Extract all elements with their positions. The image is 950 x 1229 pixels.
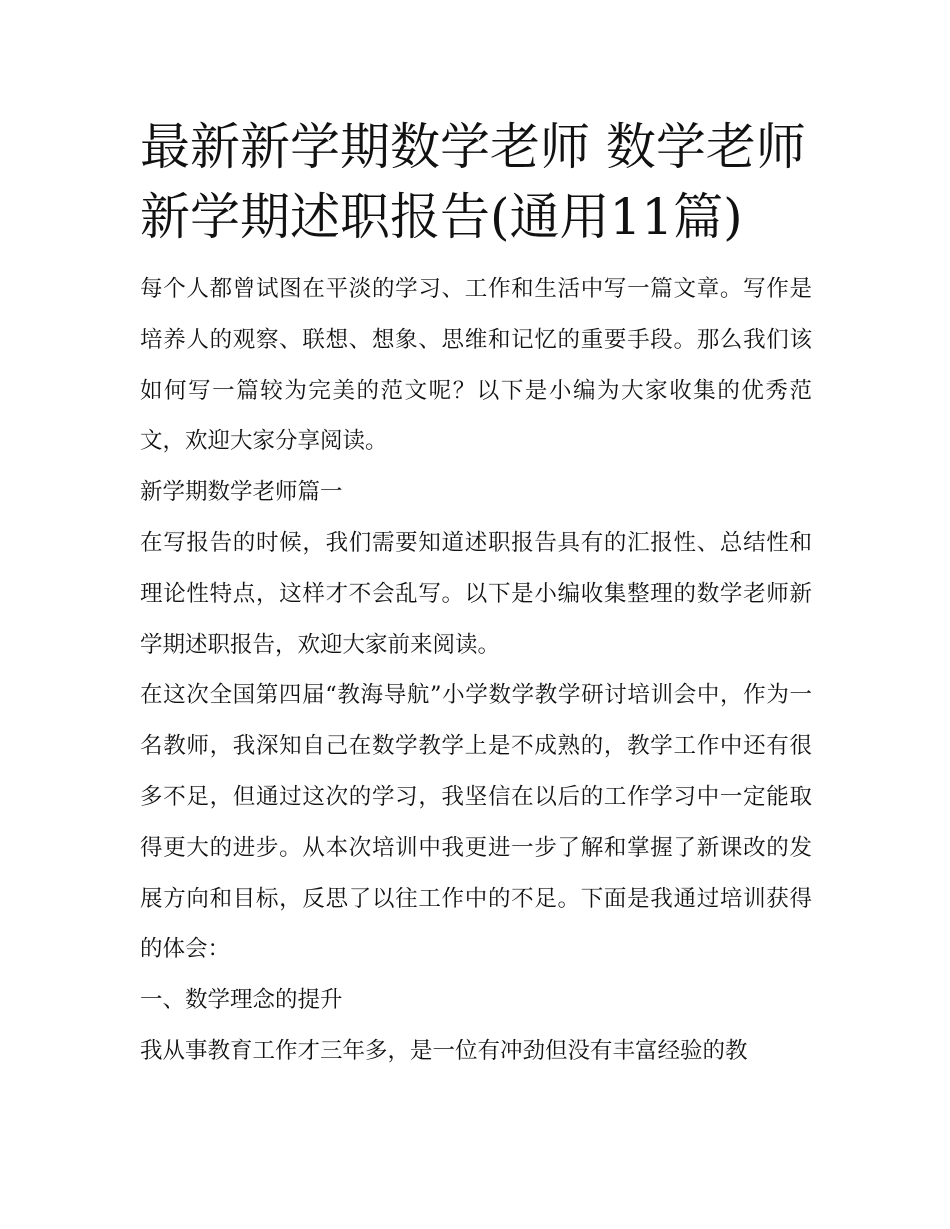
document-title: 最新新学期数学老师 数学老师新学期述职报告(通用11篇) [140,118,806,246]
paragraph-training: 在这次全国第四届“教海导航”小学数学教学研讨培训会中，作为一名教师，我深知自己在数学教学上是不成熟的，教学工作中还有很多不足，但通过这次的学习，我坚信在以后的工作学习中一定能取得更大的进步。从本次培训中我更进一步了解和掌握了新课改的发展方向和目标，反思了以往工作中的不足。下面是我通过培训获得的体会： [140,682,812,963]
paragraph-report-note: 在写报告的时候，我们需要知道述职报告具有的汇报性、总结性和理论性特点，这样才不会乱写。以下是小编收集整理的数学老师新学期述职报告，欢迎大家前来阅读。 [140,529,812,658]
section-heading-1: 新学期数学老师篇一 [140,479,343,506]
paragraph-intro: 每个人都曾试图在平淡的学习、工作和生活中写一篇文章。写作是培养人的观察、联想、想象、思维和记忆的重要手段。那么我们该如何写一篇较为完美的范文呢？以下是小编为大家收集的优秀范文，欢迎大家分享阅读。 [140,276,812,455]
document-body [140,112,812,1077]
paragraph-experience: 我从事教育工作才三年多，是一位有冲劲但没有丰富经验的教 [140,1037,748,1064]
title-block [140,112,812,252]
subheading-concept: 一、数学理念的提升 [140,987,343,1014]
